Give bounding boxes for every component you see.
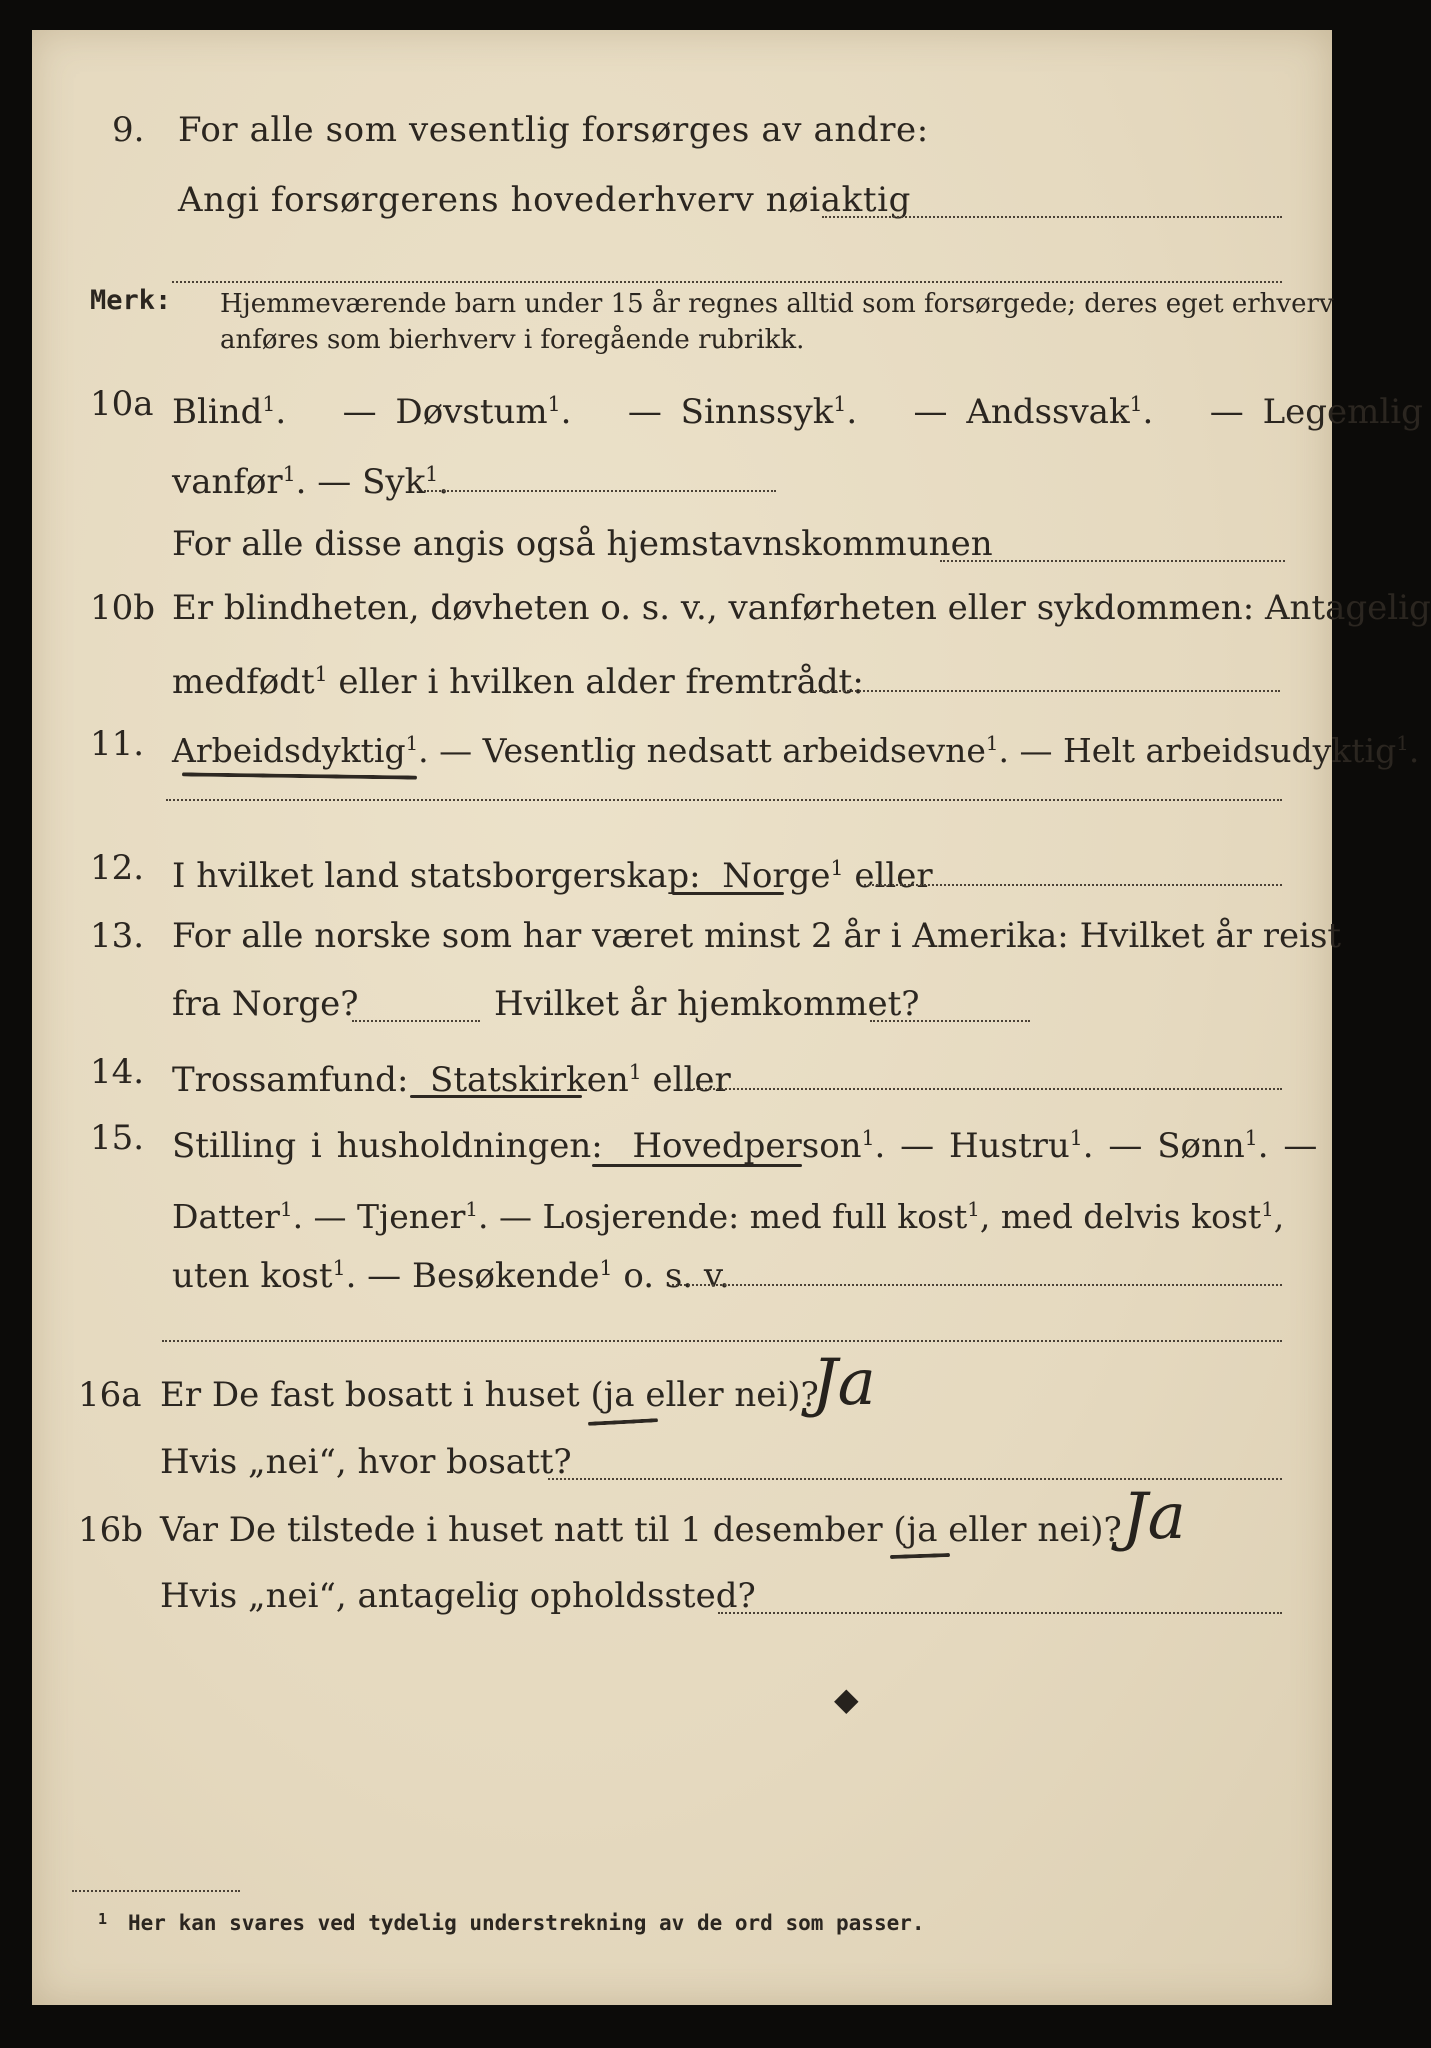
q10b-answer-line [812,690,1280,692]
q11-answer-line [166,799,1282,801]
q9-extra-line [172,281,1282,283]
q10b-number: 10b [90,588,156,628]
merk-line2: anføres som bierhverv i foregående rubrikk. [220,325,805,355]
q11-number: 11. [90,724,145,764]
q15-line3: uten kost$^1$. — Besøkende$^1$ o. s. v. [172,1256,730,1297]
q13-line2-b: Hvilket år hjemkommet? [494,984,920,1024]
q10b-line2: medfødt$^1$ eller i hvilken alder fremtrådt: [172,662,864,703]
q10b-line1: Er blindheten, døvheten o. s. v., vanførheten eller sykdommen: Antagelig [172,588,1431,628]
q14-answer-line [686,1088,1282,1090]
q10a-line2-answer [424,490,776,492]
census-form-page [32,30,1431,2005]
q12-line1: I hvilket land statsborgerskap: Norge$^1$ eller [172,856,933,897]
q9-number: 9. [112,110,145,150]
q13-hjemkommet-answer [870,1020,1030,1022]
q9-answer-line [822,216,1282,218]
q16b-line1: Var De tilstede i huset natt til 1 desember (ja eller nei)? [160,1510,1122,1550]
q11-line1: Arbeidsdyktig$^1$. — Vesentlig nedsatt arbeidsevne$^1$. — Helt arbeidsudyktig$^1$. [172,730,1420,770]
q16b-handwritten-answer: Ja [1122,1480,1186,1554]
q13-number: 13. [90,916,145,956]
q16b-number: 16b [78,1510,144,1550]
q16a-handwritten-answer: Ja [812,1346,876,1420]
q11-underline-arbeidsdyktig [182,772,417,779]
ink-blot: ◆ [834,1680,859,1718]
q16a-line1: Er De fast bosatt i huset (ja eller nei)? [160,1375,819,1415]
merk-label: Merk: [90,285,172,316]
q9-line2: Angi forsørgerens hovederhverv nøiaktig [178,180,911,220]
q12-number: 12. [90,848,145,888]
q13-line1: For alle norske som har været minst 2 år i Amerika: Hvilket år reist [172,916,1342,956]
q13-reist-answer [352,1020,480,1022]
q15-line2: Datter$^1$. — Tjener$^1$. — Losjerende: med full kost$^1$, med delvis kost$^1$, [172,1196,1285,1236]
q10a-number: 10a [90,384,154,424]
q12-underline-norge [672,892,784,895]
footnote-mark: 1 [98,1910,108,1928]
q13-line2-a: fra Norge? [172,984,359,1024]
q16a-line2: Hvis „nei“, hvor bosatt? [160,1442,572,1482]
q15-line1: Stilling i husholdningen: Hovedperson$^1$. — Hustru$^1$. — Sønn$^1$. — [172,1126,1318,1167]
footnote-text: Her kan svares ved tydelig understrekning av de ord som passer. [128,1911,925,1935]
q9-line1: For alle som vesentlig forsørges av andre: [178,110,929,150]
q16a-underline-ja [588,1418,658,1426]
q16b-underline-ja [890,1553,950,1559]
q16a-number: 16a [78,1375,142,1415]
q14-underline-statskirken [410,1095,582,1098]
q10a-line3: For alle disse angis også hjemstavnskommunen [172,524,993,564]
q10a-line2: vanfør$^1$. — Syk$^1$. [172,462,450,503]
merk-line1: Hjemmeværende barn under 15 år regnes alltid som forsørgede; deres eget erhverv [220,289,1334,319]
q12-answer-line [864,884,1282,886]
q10a-line1: Blind$^1$. — Døvstum$^1$. — Sinnssyk$^1$. — Andssvak$^1$. — Legemlig [172,392,1423,433]
q15-extra-line [162,1340,1282,1342]
q16b-line2: Hvis „nei“, antagelig opholdssted? [160,1576,756,1616]
q15-number: 15. [90,1118,145,1158]
footnote-separator [72,1890,240,1892]
q15-underline-hovedperson [592,1164,802,1167]
q14-line1: Trossamfund: Statskirken$^1$ eller [172,1060,731,1101]
q10a-line3-answer [940,560,1285,562]
q14-number: 14. [90,1052,145,1092]
q16b-answer-line [718,1612,1282,1614]
q15-answer-line [672,1284,1282,1286]
